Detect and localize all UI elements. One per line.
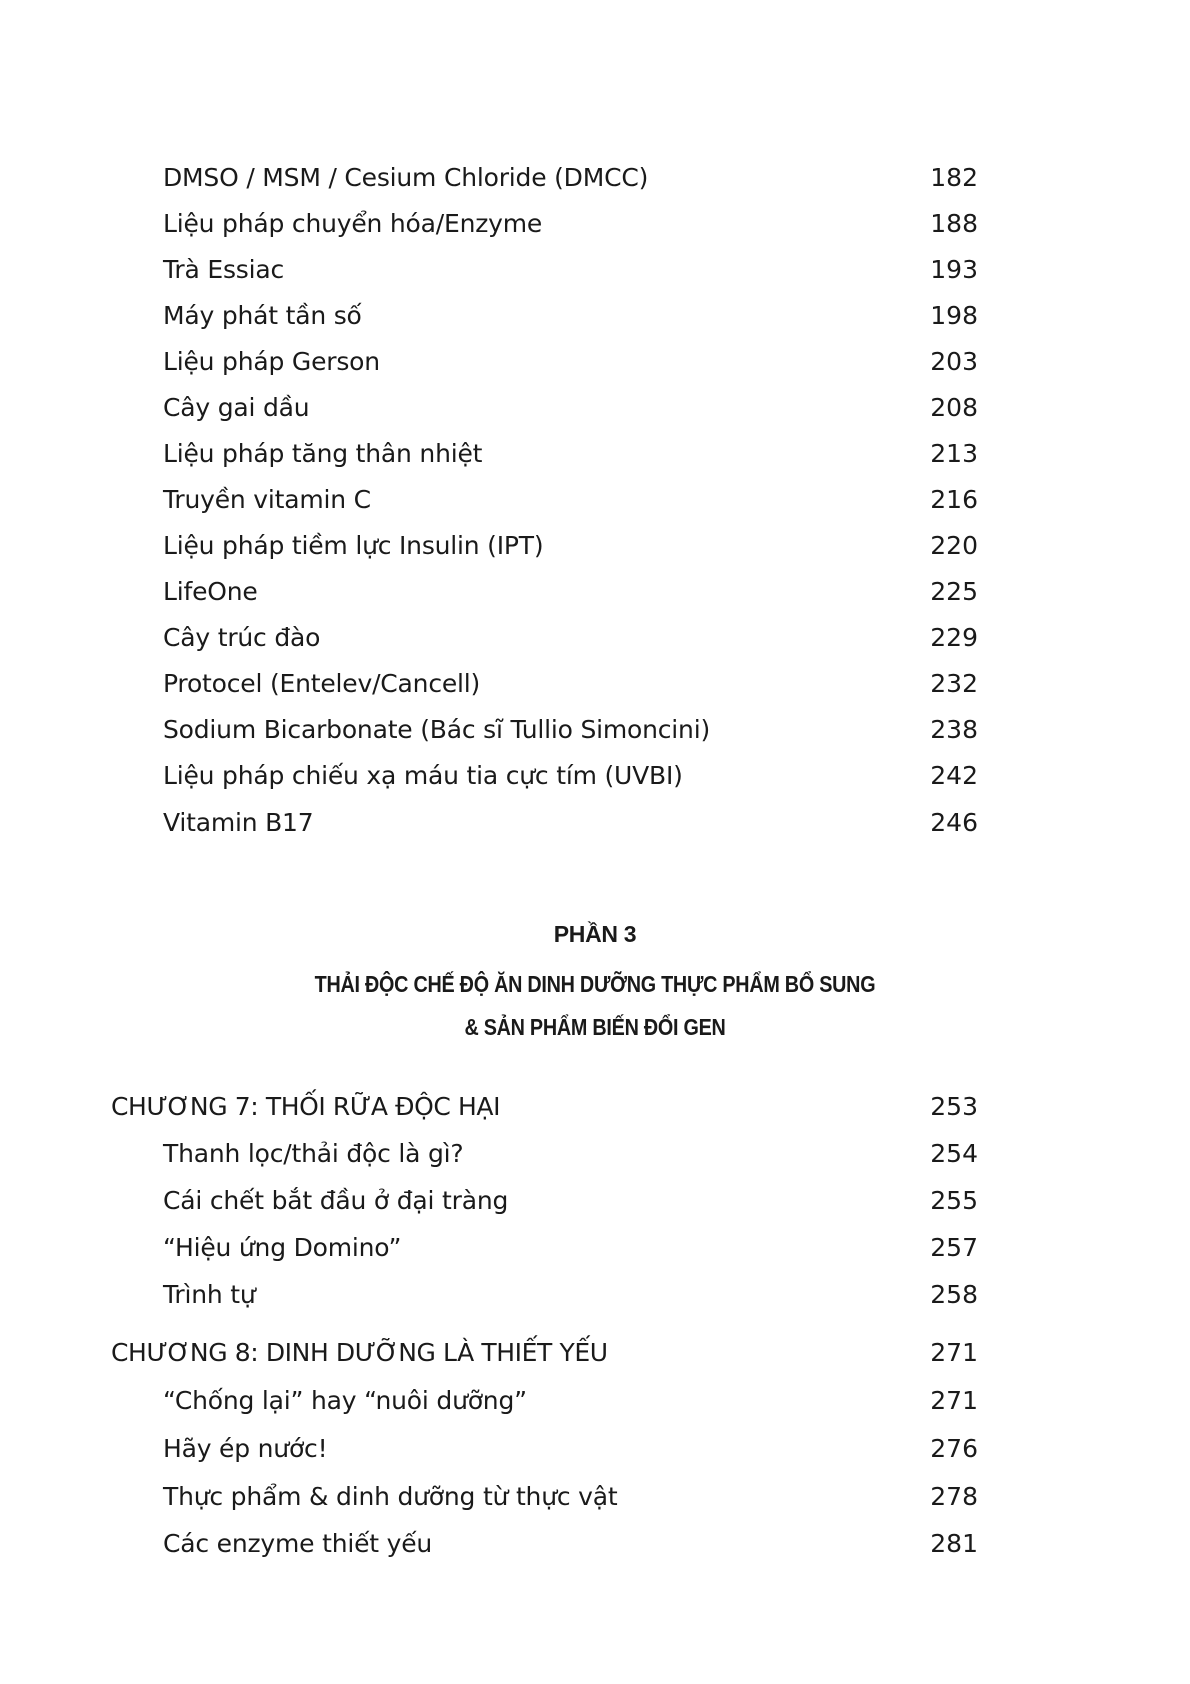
- toc-entry-title: Thực phẩm & dinh dưỡng từ thực vật: [163, 1482, 618, 1511]
- toc-entry-title: “Hiệu ứng Domino”: [163, 1233, 402, 1262]
- toc-entry-page: 276: [930, 1434, 978, 1463]
- toc-entry-title: Trà Essiac: [163, 255, 284, 284]
- toc-entry-page: 229: [930, 623, 978, 652]
- toc-entry-title: LifeOne: [163, 577, 258, 606]
- toc-entry-title: Vitamin B17: [163, 808, 314, 837]
- toc-entry: [0, 1526, 1190, 1562]
- toc-entry-title: Thanh lọc/thải độc là gì?: [163, 1139, 464, 1168]
- toc-entry-page: 188: [930, 209, 978, 238]
- part-title-line1: THẢI ĐỘC CHẾ ĐỘ ĂN DINH DƯỠNG THỰC PHẨM BỔ SUNG: [314, 971, 876, 997]
- toc-entry-page: 254: [930, 1139, 978, 1168]
- toc-entry-title: Liệu pháp chuyển hóa/Enzyme: [163, 209, 543, 238]
- toc-entry-title: DMSO / MSM / Cesium Chloride (DMCC): [163, 163, 649, 192]
- toc-entry-title: Hãy ép nước!: [163, 1434, 328, 1463]
- toc-entry-page: 182: [930, 163, 978, 192]
- toc-entry: [0, 1431, 1190, 1467]
- toc-entry-page: 258: [930, 1280, 978, 1309]
- toc-entry-title: Liệu pháp tăng thân nhiệt: [163, 439, 483, 468]
- toc-entry-title: Cái chết bắt đầu ở đại tràng: [163, 1186, 509, 1215]
- toc-entry: [0, 1230, 1190, 1266]
- toc-entry-page: 225: [930, 577, 978, 606]
- toc-entry-page: 193: [930, 255, 978, 284]
- toc-entry: [0, 1136, 1190, 1172]
- toc-entry-page: 242: [930, 761, 978, 790]
- toc-entry-page: 216: [930, 485, 978, 514]
- toc-entry: [0, 758, 1190, 794]
- toc-entry: [0, 1383, 1190, 1419]
- toc-entry: [0, 712, 1190, 748]
- toc-entry: [0, 206, 1190, 242]
- toc-entry: [0, 620, 1190, 656]
- toc-entry-title: Cây gai dầu: [163, 393, 310, 422]
- toc-entry: [0, 1183, 1190, 1219]
- toc-entry-title: Cây trúc đào: [163, 623, 321, 652]
- toc-chapter-title: CHƯƠNG 7: THỐI RỮA ĐỘC HẠI: [111, 1092, 501, 1121]
- toc-entry-page: 255: [930, 1186, 978, 1215]
- toc-entry-page: 257: [930, 1233, 978, 1262]
- toc-entry-page: 246: [930, 808, 978, 837]
- toc-entry: [0, 482, 1190, 518]
- toc-entry-title: Liệu pháp Gerson: [163, 347, 380, 376]
- toc-entry-page: 220: [930, 531, 978, 560]
- toc-entry-title: Protocel (Entelev/Cancell): [163, 669, 481, 698]
- toc-entry-page: 213: [930, 439, 978, 468]
- toc-entry-title: Trình tự: [163, 1280, 256, 1309]
- toc-entry-page: 238: [930, 715, 978, 744]
- toc-entry: [0, 344, 1190, 380]
- toc-chapter-title: CHƯƠNG 8: DINH DƯỠNG LÀ THIẾT YẾU: [111, 1338, 608, 1367]
- toc-entry-title: Truyền vitamin C: [163, 485, 371, 514]
- part-heading: PHẦN 3: [553, 921, 637, 947]
- toc-entry: [0, 666, 1190, 702]
- toc-entry: [0, 528, 1190, 564]
- toc-entry: [0, 1479, 1190, 1515]
- part-title-line2: & SẢN PHẨM BIẾN ĐỔI GEN: [464, 1014, 726, 1040]
- toc-entry: [0, 1277, 1190, 1313]
- toc-chapter: [0, 1089, 1190, 1125]
- toc-entry: [0, 252, 1190, 288]
- toc-entry: [0, 390, 1190, 426]
- toc-entry-title: Các enzyme thiết yếu: [163, 1529, 433, 1558]
- toc-entry-title: Máy phát tần số: [163, 301, 362, 330]
- toc-entry-page: 198: [930, 301, 978, 330]
- toc-entry-page: 203: [930, 347, 978, 376]
- toc-entry-title: Liệu pháp tiềm lực Insulin (IPT): [163, 531, 544, 560]
- toc-entry-page: 281: [930, 1529, 978, 1558]
- toc-entry-title: Sodium Bicarbonate (Bác sĩ Tullio Simoncini): [163, 715, 710, 744]
- toc-entry: [0, 574, 1190, 610]
- toc-chapter: [0, 1335, 1190, 1371]
- toc-entry: [0, 160, 1190, 196]
- toc-entry-page: 278: [930, 1482, 978, 1511]
- toc-chapter-page: 253: [930, 1092, 978, 1121]
- toc-entry-title: Liệu pháp chiếu xạ máu tia cực tím (UVBI): [163, 761, 683, 790]
- toc-entry: [0, 298, 1190, 334]
- toc-entry-page: 208: [930, 393, 978, 422]
- toc-entry-page: 232: [930, 669, 978, 698]
- toc-entry: [0, 805, 1190, 841]
- toc-chapter-page: 271: [930, 1338, 978, 1367]
- toc-entry: [0, 436, 1190, 472]
- toc-entry-title: “Chống lại” hay “nuôi dưỡng”: [163, 1386, 527, 1415]
- toc-entry-page: 271: [930, 1386, 978, 1415]
